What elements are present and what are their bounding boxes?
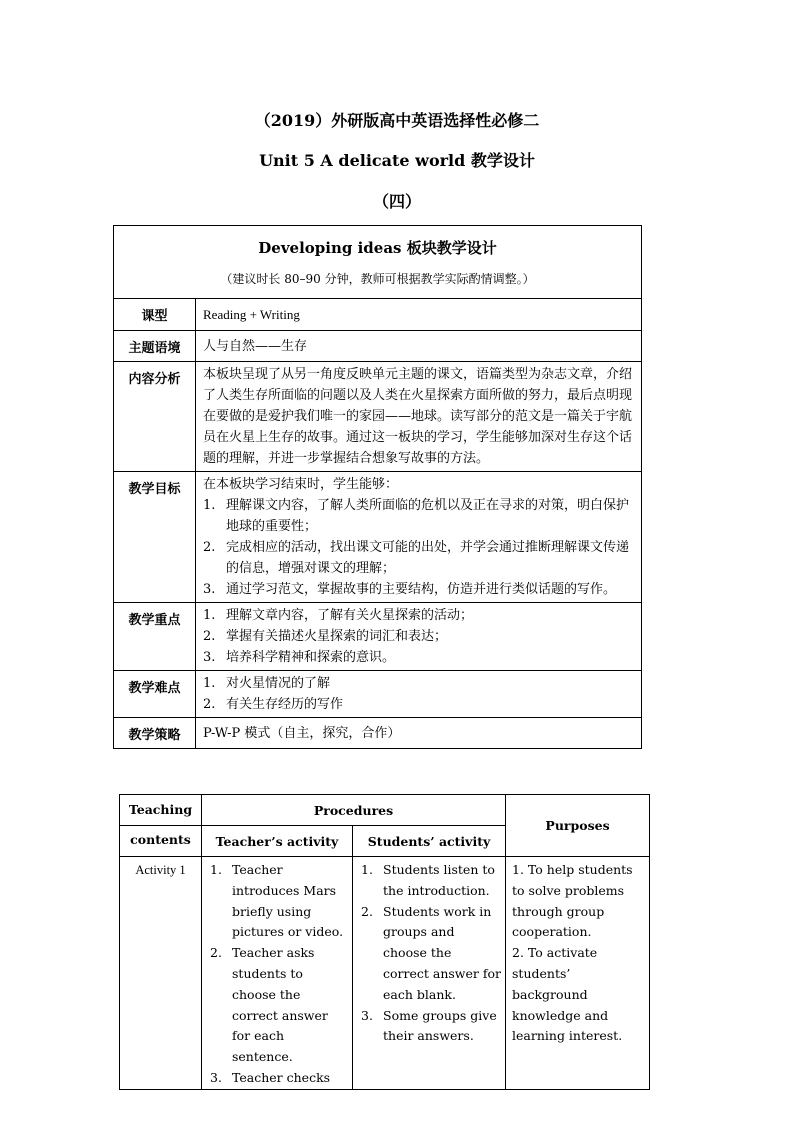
key-points-list: [203, 605, 637, 668]
activity-name: Activity 1: [120, 857, 202, 1090]
document-part-number: （四）: [372, 192, 421, 211]
difficulties-cell: [196, 671, 642, 718]
procedures-header: Procedures: [202, 795, 506, 826]
list-item: 3. 培养科学精神和探索的意识。: [203, 650, 396, 665]
course-type-value: Reading + Writing: [196, 299, 642, 331]
objectives-cell: [196, 472, 642, 603]
list-item: 2. 掌握有关描述火星探索的词汇和表达；: [203, 629, 448, 644]
teaching-header: Teaching: [120, 795, 202, 826]
objectives-list: [203, 495, 637, 600]
strategy-value: P-W-P 模式（自主，探究，合作）: [196, 718, 642, 749]
list-item: 1. 理解课文内容，了解人类所面临的危机以及正在寻求的对策，明白保护地球的重要性；: [203, 498, 630, 534]
list-item: 3. 通过学习范文，掌握故事的主要结构，仿造并进行类似话题的写作。: [203, 582, 617, 597]
difficulties-label: 教学难点: [114, 671, 196, 718]
content-analysis-label: 内容分析: [114, 362, 196, 472]
purposes-cell: [506, 857, 650, 1090]
list-item: 1. Students listen to the introduction.: [361, 862, 495, 898]
purpose-item: 1. To help students to solve problems through group cooperation.: [512, 862, 633, 940]
purposes-header: Purposes: [506, 795, 650, 857]
overview-title: Developing ideas 板块教学设计: [258, 239, 497, 257]
list-item: 3. Some groups give their answers.: [361, 1007, 497, 1044]
theme-label: 主题语境: [114, 331, 196, 362]
list-item: 1. Teacher introduces Mars briefly using pictures or video.: [210, 862, 344, 940]
list-item: 2. Students work in groups and choose the correct answer for each blank.: [361, 903, 501, 1002]
difficulties-list: [203, 673, 637, 715]
duration-note: （建议时长 80–90 分钟，教师可根据教学实际酌情调整。）: [220, 272, 535, 286]
objectives-intro: 在本板块学习结束时，学生能够：: [203, 477, 399, 492]
contents-header: contents: [120, 826, 202, 857]
strategy-label: 教学策略: [114, 718, 196, 749]
list-item: 2. 有关生存经历的写作: [203, 697, 344, 712]
students-activity-header: Students’ activity: [353, 826, 506, 857]
overview-header: [114, 226, 642, 299]
theme-value: 人与自然——生存: [196, 331, 642, 362]
students-activity-cell: [353, 857, 506, 1090]
teacher-activity-header: Teacher’s activity: [202, 826, 353, 857]
purpose-item: 2. To activate students’ background knowledge and learning interest.: [512, 945, 623, 1044]
list-item: 2. 完成相应的活动，找出课文可能的出处，并学会通过推断理解课文传递的信息，增强对课文的理解；: [203, 540, 630, 576]
key-points-label: 教学重点: [114, 603, 196, 671]
objectives-label: 教学目标: [114, 472, 196, 603]
course-type-label: 课型: [114, 299, 196, 331]
list-item: 3. Teacher checks: [210, 1069, 331, 1085]
procedures-table: [119, 794, 650, 1090]
document-subtitle: Unit 5 A delicate world 教学设计: [259, 151, 535, 170]
lesson-overview-table: [113, 225, 642, 749]
key-points-cell: [196, 603, 642, 671]
list-item: 2. Teacher asks students to choose the correct answer for each sentence.: [210, 945, 328, 1065]
content-analysis-value: 本板块呈现了从另一角度反映单元主题的课文，语篇类型为杂志文章，介绍了人类生存所面临的问题以及人类在火星探索方面所做的努力，最后点明现在要做的是爱护我们唯一的家园——地球。读写部分的范文是一篇关于宇航员在火星上生存的故事。通过这一板块的学习，学生能够加深对生存这个话题的理解，并进一步掌握结合想象写故事的方法。: [196, 362, 642, 472]
document-title: （2019）外研版高中英语选择性必修二: [254, 111, 540, 130]
students-activity-list: [361, 860, 501, 1047]
list-item: 1. 理解文章内容，了解有关火星探索的活动；: [203, 608, 474, 623]
list-item: 1. 对火星情况的了解: [203, 676, 331, 691]
teacher-activity-list: [210, 860, 348, 1089]
teacher-activity-cell: [202, 857, 353, 1090]
